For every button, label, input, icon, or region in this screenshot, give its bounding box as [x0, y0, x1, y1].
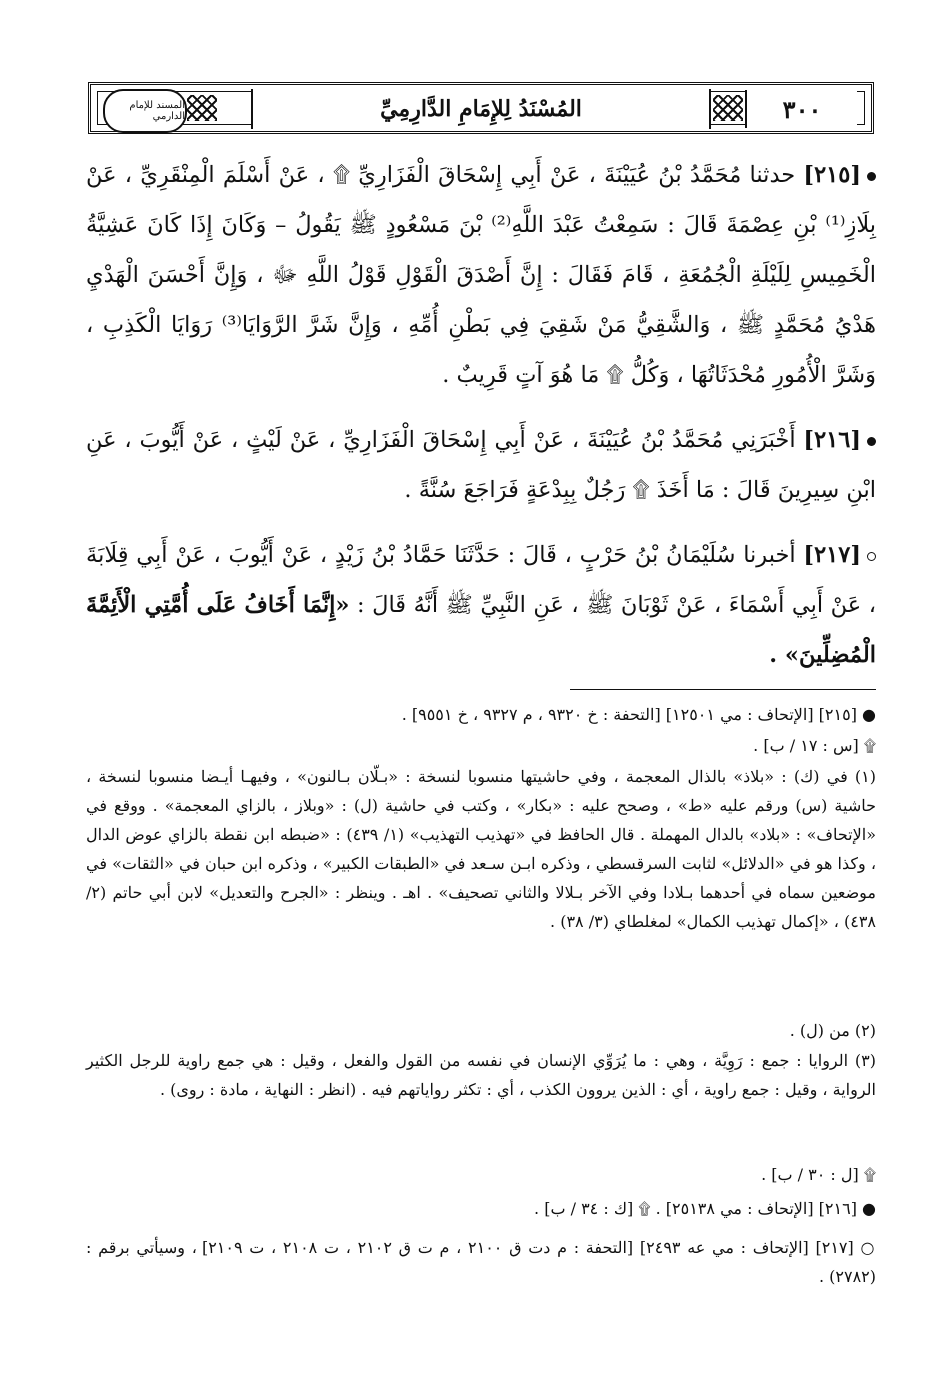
page-header: [88, 82, 874, 134]
hadith-number: [٢١٧]: [803, 542, 861, 568]
filled-bullet-icon: [867, 172, 876, 181]
footnote-1: (١) في (ك) : «بلاذ» بالذال المعجمة ، وفي حاشيتها منسوبا لنسخة : «بـلّان بـالنون» ، وفيهـا أيـضا منسوبا لنسخة ، حاشية (س) ورقم عليه «ط» ، وصحح عليه : «بكار» ، وكتب في حاشية (ل) : «وبلاز ، بالزاي المعجمة» . ووقع في «الإتحاف» : «بلاد» بالدال المهملة . قال الحافظ في «تهذيب التهذيب» (١/ ٤٣٩) : «ضبطه ابن نقطة بالزاي عوض الدال ، وكذا هو في «الدلائل» لثابت السرقسطي ، وذكره ابـن سـعد في «الطبقات الكبير» ، وذكره ابن حبان في «الثقات» في موضعين سماه في أحدهما بـلادا وفي الآخر بـلالا والثاني تصحيف» . اهـ . وينظر : «الجرح والتعديل» لابن أبي حاتم (٢/ ٤٣٨) ، «إكمال تهذيب الكمال» لمغلطاي (٣/ ٣٨) .: [86, 767, 876, 931]
hadith-number: [٢١٥]: [803, 162, 861, 188]
footnote-2: (٢) من (ل) .: [789, 1021, 876, 1040]
footnote-separator: [570, 689, 876, 690]
hadith-number: [٢١٦]: [803, 427, 861, 453]
hadith-217: [86, 530, 876, 680]
footnote-216-sources: ● [٢١٦] [الإتحاف : مي ٢٥١٣٨] . ۩ [ك : ٣٤ / ب] .: [534, 1199, 876, 1218]
hadith-text: أخبرنا سُلَيْمَانُ بْنُ حَرْبٍ ، قَالَ : حَدَّثَنَا حَمَّادُ بْنُ زَيْدٍ ، عَنْ أَيُّوبَ ، عَنْ أَبِي قِلَابَةَ ، عَنْ أَبِي أَسْمَاءَ ، عَنْ ثَوْبَانَ ﷺ ، عَنِ النَّبِيِّ ﷺ أَنَّهُ قَالَ :: [86, 542, 876, 618]
footnotes: [86, 700, 876, 1320]
hadith-215: [86, 150, 876, 400]
book-title: المُسْنَدُ لِلإِمَامِ الدَّارِمِيِّ: [251, 89, 711, 129]
filled-bullet-icon: [867, 437, 876, 446]
footnote-217-sources: ○ [٢١٧] [الإتحاف : مي عه ٢٤٩٣] [التحفة : م دت ق ٢١٠٠ ، م ت ق ٢١٠٢ ، ت ٢١٠٨ ، ت ٢١٠٩] ، وسيأتي برقم : (٢٧٨٢) .: [86, 1238, 877, 1286]
book-seal-logo: المسند للإمام الدارمي: [103, 89, 187, 133]
header-ornament-right: [713, 95, 743, 121]
footnote-manuscript-ref: ۩ [س : ١٧ / ب] .: [753, 736, 876, 755]
footnote-3: (٣) الروايا : جمع : رَوِيَّة ، وهي : ما يُرَوِّي الإنسان في نفسه من القول والفعل ، وقيل : هي جمع راوية للرجل الكثير الرواية ، وقيل : جمع راوية ، أي : الذين يروون الكذب ، أي : تكثر رواياتهم فيه . (انظر : النهاية ، مادة : روى) .: [86, 1051, 876, 1099]
hadith-216: [86, 415, 876, 515]
header-ornament-left: [187, 95, 217, 121]
hadith-text: حدثنا مُحَمَّدُ بْنُ عُيَيْنَةَ ، عَنْ أَبِي إِسْحَاقَ الْفَزَارِيِّ ۩ ، عَنْ أَسْلَمَ الْمِنْقَرِيِّ ، عَنْ بِلَازِ⁽¹⁾ بْنِ عِصْمَةَ قَالَ : سَمِعْتُ عَبْدَ اللَّهِ⁽²⁾ بْنَ مَسْعُودٍ ﷺ يَقُولُ – وَكَانَ إِذَا كَانَ عَشِيَّةُ الْخَمِيسِ لِلَيْلَةِ الْجُمُعَةِ ، قَامَ فَقَالَ : إِنَّ أَصْدَقَ الْقَوْلِ قَوْلُ اللَّهِ ﷻ ، وَإِنَّ أَحْسَنَ الْهَدْيِ هَدْيُ مُحَمَّدٍ ﷺ ، وَالشَّقِيُّ مَنْ شَقِيَ فِي بَطْنِ أُمِّهِ ، وَإِنَّ شَرَّ الرَّوَايَا⁽³⁾ رَوَايَا الْكَذِبِ ، وَشَرَّ الْأُمُورِ مُحْدَثَاتُهَا ، وَكُلُّ ۩ مَا هُوَ آتٍ قَرِيبٌ .: [86, 162, 877, 388]
hadith-text: أَخْبَرَنِي مُحَمَّدُ بْنُ عُيَيْنَةَ ، عَنْ أَبِي إِسْحَاقَ الْفَزَارِيِّ ، عَنْ لَيْثٍ ، عَنْ أَيُّوبَ ، عَنِ ابْنِ سِيرِينَ قَالَ : مَا أَخَذَ ۩ رَجُلٌ بِبِدْعَةٍ فَرَاجَعَ سُنَّةً .: [86, 427, 876, 503]
hadith-quote: «إِنَّمَا أَخَافُ عَلَى أُمَّتِي الْأَئِمَّةَ الْمُضِلِّينَ» .: [86, 592, 876, 668]
footnote-215-sources: ● [٢١٥] [الإتحاف : مي ١٢٥٠١] [التحفة : خ ٩٣٢٠ ، م ٩٣٢٧ ، خ ٩٥٥١] .: [401, 705, 876, 724]
page-number: ٣٠٠: [745, 90, 857, 128]
footnote-manuscript-ref: ۩ [ل : ٣٠ / ب] .: [761, 1165, 876, 1184]
ring-bullet-icon: [867, 552, 876, 561]
